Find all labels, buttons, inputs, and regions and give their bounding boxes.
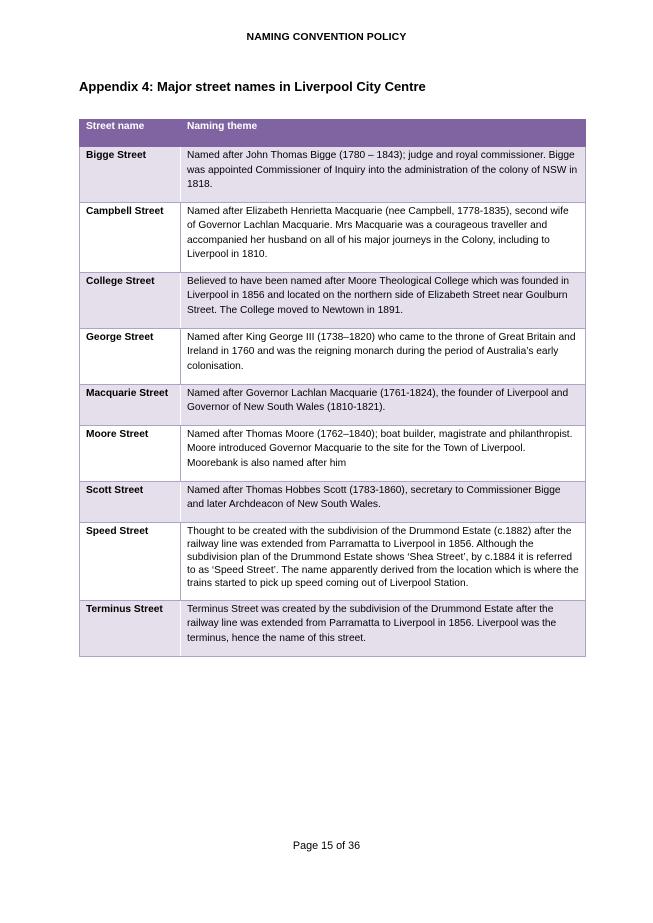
street-name-cell: College Street (80, 272, 181, 328)
street-name-cell: Bigge Street (80, 147, 181, 202)
naming-theme-cell: Named after King George III (1738–1820) who came to the throne of Great Britain and Ireland in 1760 and was the reigning monarch during the period of Australia’s early colonisation. (181, 328, 586, 384)
naming-theme-cell: Named after Thomas Moore (1762–1840); boat builder, magistrate and philanthropist. Moore introduced Governor Macquarie to the site for the Town of Liverpool. Moorebank is also named after him (181, 425, 586, 481)
naming-theme-cell: Thought to be created with the subdivision of the Drummond Estate (c.1882) after the railway line was extended from Parramatta to Liverpool in 1856. Although the subdivision plan of the Drummond Estate shows ‘Shea Street’, by c.1884 it is referred to as ‘Speed Street’. The name apparently derived from the location which is where the trains started to pick up speed coming out of Liverpool Station. (181, 522, 586, 600)
page-number: Page 15 of 36 (292, 840, 361, 852)
table-row (80, 202, 586, 272)
table-row (80, 384, 586, 425)
table-row (80, 328, 586, 384)
street-name-cell: Moore Street (80, 425, 181, 481)
naming-theme-cell: Named after Elizabeth Henrietta Macquarie (nee Campbell, 1778-1835), second wife of Governor Lachlan Macquarie. Mrs Macquarie was a courageous traveller and accompanied her husband on all of his major journeys in the Colony, including to Liverpool in 1810. (181, 202, 586, 272)
naming-theme-cell: Named after Governor Lachlan Macquarie (1761-1824), the founder of Liverpool and Governor of New South Wales (1810-1821). (181, 384, 586, 425)
table-row (80, 272, 586, 328)
street-name-cell: George Street (80, 328, 181, 384)
street-name-cell: Campbell Street (80, 202, 181, 272)
naming-theme-cell: Terminus Street was created by the subdivision of the Drummond Estate after the railway line was extended from Parramatta to Liverpool in 1856. Liverpool was the terminus, hence the name of this street. (181, 600, 586, 656)
street-name-cell: Scott Street (80, 481, 181, 522)
street-name-cell: Terminus Street (80, 600, 181, 656)
naming-theme-cell: Believed to have been named after Moore Theological College which was founded in Liverpool in 1856 and located on the northern side of Elizabeth Street near Goulburn Street. The College moved to Newtown in 1891. (181, 272, 586, 328)
document-header: NAMING CONVENTION POLICY (246, 31, 407, 43)
table-row (80, 522, 586, 600)
naming-theme-cell: Named after John Thomas Bigge (1780 – 1843); judge and royal commissioner. Bigge was appointed Commissioner of Inquiry into the administration of the colony of NSW in 1818. (181, 147, 586, 202)
column-header-naming-theme: Naming theme (181, 119, 586, 147)
street-name-cell: Speed Street (80, 522, 181, 600)
table-header-row (80, 119, 586, 147)
table-row (80, 600, 586, 656)
street-name-cell: Macquarie Street (80, 384, 181, 425)
column-header-street-name: Street name (80, 119, 181, 147)
naming-theme-cell: Named after Thomas Hobbes Scott (1783-1860), secretary to Commissioner Bigge and later Archdeacon of New South Wales. (181, 481, 586, 522)
table-row (80, 425, 586, 481)
street-names-table (79, 119, 586, 657)
table-row (80, 147, 586, 202)
table-row (80, 481, 586, 522)
appendix-title: Appendix 4: Major street names in Liverpool City Centre (79, 79, 426, 94)
